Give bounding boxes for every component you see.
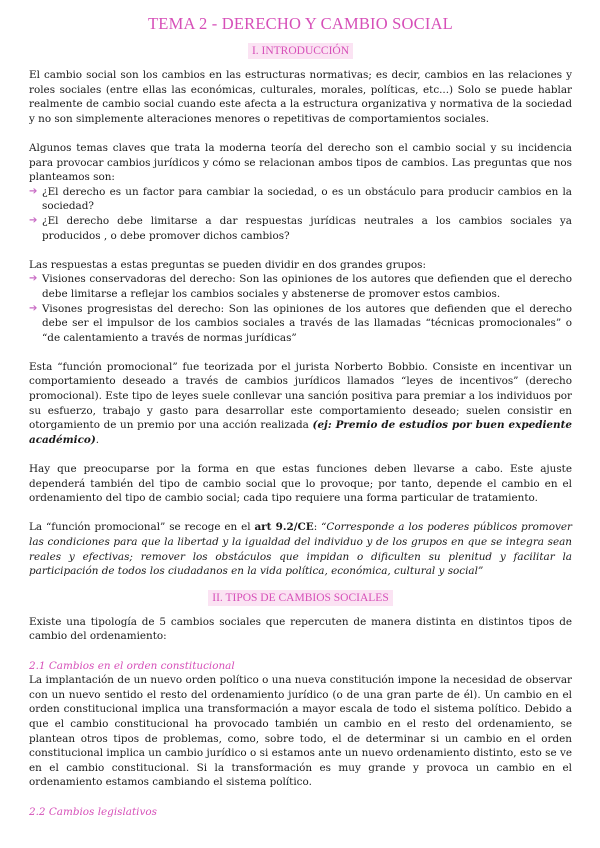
section-heading-introduccion: [29, 42, 572, 59]
list-item: ➔ Visones progresistas del derecho: Son las opiniones de los autores que defienden que el derecho debe ser el impulsor de los cambios sociales a través de las llamadas “técnicas promocionales” o “de calentamiento a través de normas jurídicas”: [29, 302, 572, 344]
subsection-heading-constitucional: 2.1 Cambios en el orden constitucional: [29, 659, 235, 672]
section-heading-label: II. TIPOS DE CAMBIOS SOCIALES: [208, 590, 392, 606]
subsection-heading-legislativos: 2.2 Cambios legislativos: [29, 805, 157, 818]
section-heading-label: I. INTRODUCCIÓN: [248, 43, 353, 59]
paragraph-articulo-constitucion: La “función promocional” se recoge en el art 9.2/CE: “Corresponde a los poderes públicos promover las condiciones para que la libertad y la igualdad del individuo y de los grupos en que se integra sean reales y efectivas; remover los obstáculos que impidan o dificulten su plenitud y facilitar la participación de todos los ciudadanos en la vida política, económica, cultural y social”: [29, 521, 572, 578]
arrow-right-icon: ➔: [29, 273, 38, 285]
page-title: TEMA 2 - DERECHO Y CAMBIO SOCIAL: [148, 14, 453, 33]
paragraph-temas-claves: Algunos temas claves que trata la moderna teoría del derecho son el cambio social y su incidencia para provocar cambios jurídicos y cómo se relacionan ambos tipos de cambios. Las preguntas que nos planteamos son:: [29, 141, 572, 184]
paragraph-respuestas: Las respuestas a estas preguntas se pueden dividir en dos grandes grupos:: [29, 258, 426, 271]
arrow-right-icon: ➔: [29, 214, 38, 226]
arrow-right-icon: ➔: [29, 302, 38, 314]
paragraph-funcion-promocional: Esta “función promocional” fue teorizada por el jurista Norberto Bobbio. Consiste en incentivar un comportamiento deseado a través de cambios jurídicos llamados “leyes de incentivos” (derecho promocional). Este tipo de leyes suele conllevar una sanción positiva para premiar a los individuos por su esfuerzo, trabajo y gasto para desarrollar este comportamiento deseado; suelen consistir en otorgamiento de un premio por una acción realizada (ej: Premio de estudios por buen expediente académico).: [29, 360, 572, 446]
paragraph-forma-funciones: Hay que preocuparse por la forma en que estas funciones deben llevarse a cabo. Este ajuste dependerá también del tipo de cambio social que lo provoque; por tanto, depende el cambio en el ordenamiento del tipo de cambio social; cada tipo requiere una forma particular de tratamiento.: [29, 463, 572, 505]
paragraph-tipologia: Existe una tipología de 5 cambios sociales que repercuten de manera distinta en distintos tipos de cambio del ordenamiento:: [29, 615, 572, 643]
example-highlight: (ej: Premio de estudios por buen expediente académico): [29, 419, 572, 446]
list-item: ➔ ¿El derecho es un factor para cambiar la sociedad, o es un obstáculo para producir cambios en la sociedad?: [29, 185, 572, 213]
article-quote: “Corresponde a los poderes públicos promover las condiciones para que la libertad y la igualdad del individuo y de los grupos en que se integra sean reales y efectivas; remover los obstáculos que impidan o dificulten su plenitud y facilitar la participación de todos los ciudadanos en la vida política, económica, cultural y social”: [29, 521, 572, 578]
list-item: ➔ Visiones conservadoras del derecho: Son las opiniones de los autores que defienden que el derecho debe limitarse a reflejar los cambios sociales y abstenerse de promover estos cambios.: [29, 273, 572, 300]
answers-list: [29, 272, 572, 345]
paragraph-orden-constitucional: La implantación de un nuevo orden político o una nueva constitución impone la necesidad de observar con un nuevo sentido el resto del ordenamiento jurídico (o de una gran parte de él). Un cambio en el orden constitucional implica una transformación a mayor escala de todo el sistema político. Debido a que el cambio constitucional ha provocado también un cambio en el resto del ordenamiento, se plantean otros tipos de problemas, como, sobre todo, el de determinar si un cambio en el orden constitucional implica un cambio jurídico o si estamos ante un nuevo ordenamiento distinto, esto se ve en el cambio constitucional. Si la transformación es muy grande y provoca un cambio en el ordenamiento estamos cambiando el sistema político.: [29, 674, 572, 789]
arrow-right-icon: ➔: [29, 185, 38, 197]
questions-list: [29, 185, 572, 243]
section-heading-tipos: [29, 589, 572, 606]
article-reference: art 9.2/CE: [254, 521, 314, 534]
paragraph-cambio-social: El cambio social son los cambios en las estructuras normativas; es decir, cambios en las relaciones y roles sociales (entre ellas las económicas, culturales, morales, políticas, etc...) Solo se puede hablar realmente de cambio social cuando este afecta a la estructura organizativa y normativa de la sociedad y no son simplemente alteraciones menores o repetitivas de comportamientos sociales.: [29, 69, 572, 125]
list-item: ➔ ¿El derecho debe limitarse a dar respuestas jurídicas neutrales a los cambios sociales ya producidos , o debe promover dichos cambios?: [29, 214, 572, 242]
